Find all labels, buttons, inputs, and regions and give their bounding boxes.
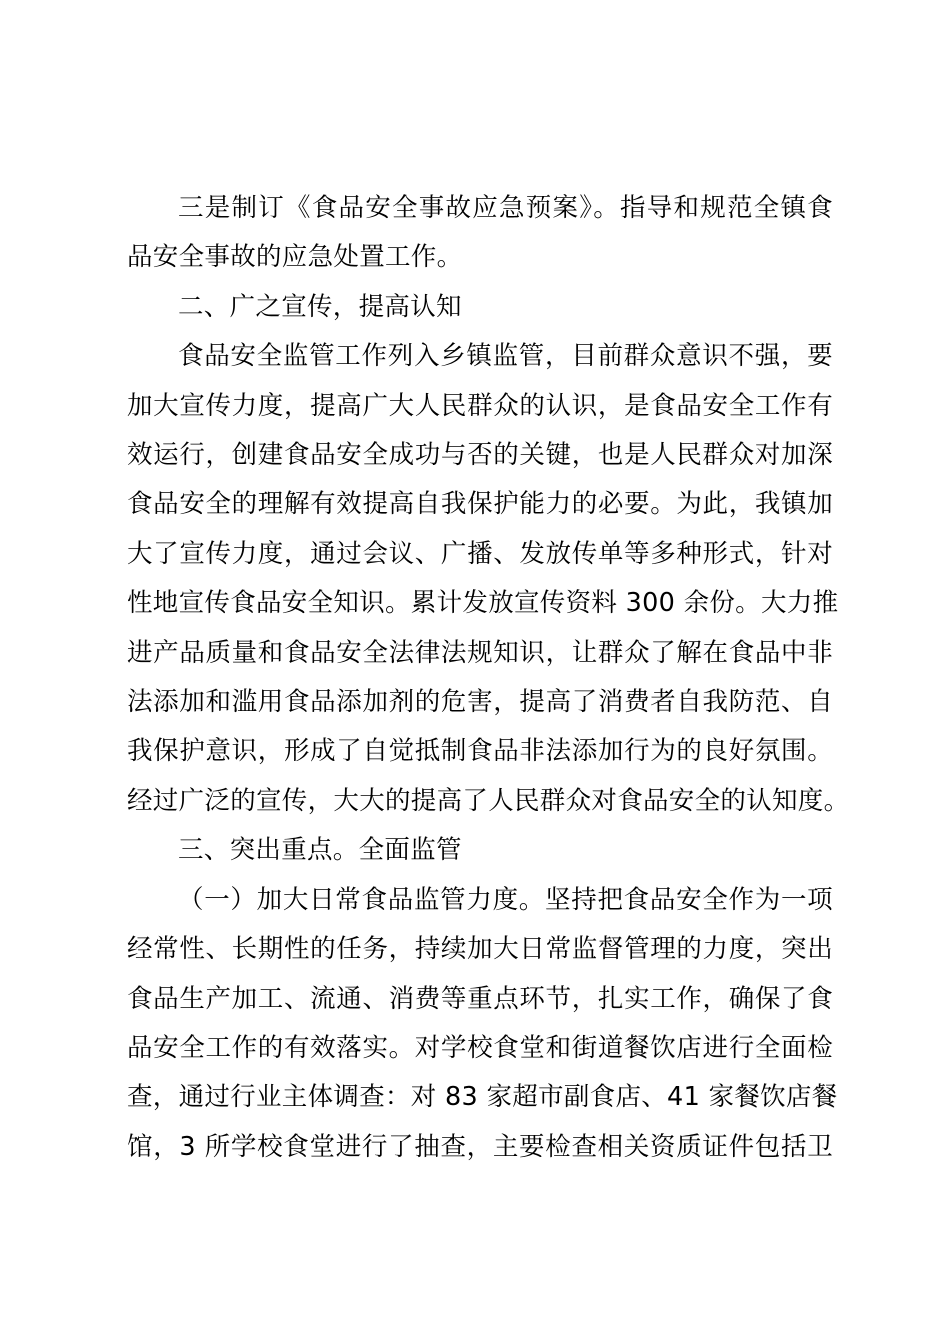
text-line: 食品安全监管工作列入乡镇监管，目前群众意识不强，要 (178, 341, 833, 372)
text-line: 食品生产加工、流通、消费等重点环节，扎实工作，确保了食 (127, 983, 833, 1014)
text-line: 经过广泛的宣传，大大的提高了人民群众对食品安全的认知度。 (127, 785, 850, 816)
text-line: 大了宣传力度，通过会议、广播、发放传单等多种形式，针对 (127, 538, 833, 569)
text-line: 品安全工作的有效落实。对学校食堂和街道餐饮店进行全面检 (127, 1032, 833, 1063)
text-line: 品安全事故的应急处置工作。 (127, 242, 463, 273)
text-line: 馆，3 所学校食堂进行了抽查，主要检查相关资质证件包括卫 (127, 1131, 833, 1162)
text-line: 进产品质量和食品安全法律法规知识，让群众了解在食品中非 (127, 637, 833, 668)
section-heading-publicity: 二、广之宣传，提高认知 (178, 291, 462, 322)
paragraph-daily-supervision (127, 876, 838, 1172)
text-line: 食品安全的理解有效提高自我保护能力的必要。为此，我镇加 (127, 489, 833, 520)
text-line: 我保护意识，形成了自觉抵制食品非法添加行为的良好氛围。 (127, 736, 833, 767)
document-body (127, 184, 850, 1172)
text-line: 性地宣传食品安全知识。累计发放宣传资料 300 余份。大力推 (127, 588, 839, 619)
paragraph-publicity (127, 332, 850, 826)
text-line: 法添加和滥用食品添加剂的危害，提高了消费者自我防范、自 (127, 687, 833, 718)
text-line: 加大宣传力度，提高广大人民群众的认识，是食品安全工作有 (127, 390, 833, 421)
text-line: 效运行，创建食品安全成功与否的关键，也是人民群众对加深 (127, 440, 833, 471)
text-line: 三是制订《食品安全事故应急预案》。指导和规范全镇食 (178, 193, 833, 223)
paragraph-emergency-plan (127, 184, 833, 283)
text-line: 查，通过行业主体调查：对 83 家超市副食店、41 家餐饮店餐 (127, 1082, 838, 1113)
text-line: 经常性、长期性的任务，持续加大日常监督管理的力度，突出 (127, 934, 833, 965)
section-heading-supervision: 三、突出重点。全面监管 (178, 835, 462, 866)
text-line: （一）加大日常食品监管力度。坚持把食品安全作为一项 (178, 884, 833, 915)
